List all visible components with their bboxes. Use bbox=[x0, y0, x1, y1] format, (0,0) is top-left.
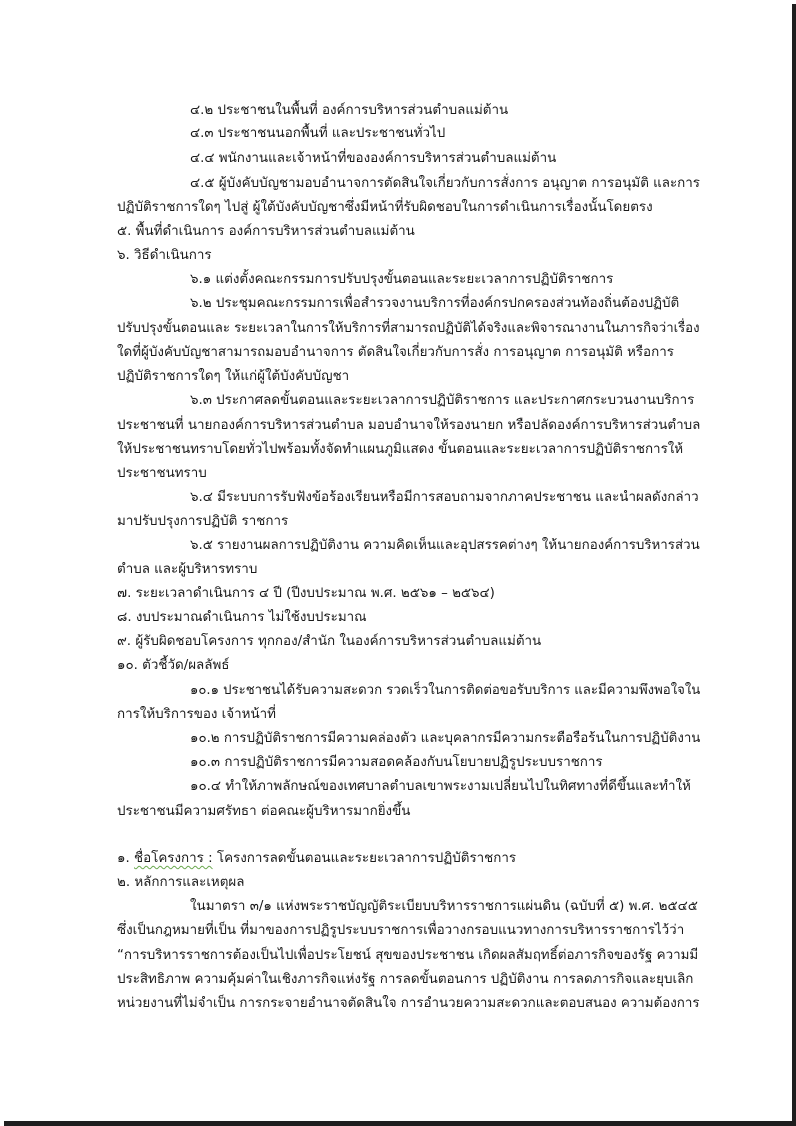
text-line: ปฏิบัติราชการใดๆ ให้แก่ผู้ใต้บังคับบัญชา bbox=[117, 369, 350, 384]
page-shadow-right bbox=[792, 4, 796, 1126]
text-line: ให้ประชาชนทราบโดยทั่วไปพร้อมทั้งจัดทำแผนภูมิแสดง ขั้นตอนและระยะเวลาการปฏิบัติราชการให้ bbox=[117, 442, 684, 457]
text-line: ๖.๓ ประกาศลดขั้นตอนและระยะเวลาการปฏิบัติราชการ และประกาศกระบวนงานบริการ bbox=[190, 393, 695, 408]
text-line: ๖. วิธีดำเนินการ bbox=[117, 248, 212, 263]
text-line: ๔.๕ ผู้บังคับบัญชามอบอำนาจการตัดสินใจเกี่ยวกับการสั่งการ อนุญาต การอนุมัติ และการ bbox=[190, 176, 700, 191]
text-line: ๖.๒ ประชุมคณะกรรมการเพื่อสำรวจงานบริการที่องค์กรปกครองส่วนท้องถิ่นต้องปฏิบัติ bbox=[190, 296, 680, 311]
text-line: ๗. ระยะเวลาดำเนินการ ๔ ปี (ปีงบประมาณ พ.ศ. ๒๕๖๑ – ๒๕๖๔) bbox=[117, 586, 495, 601]
text-line: ๑๐.๓ การปฏิบัติราชการมีความสอดคล้องกับนโยบายปฏิรูประบบราชการ bbox=[190, 755, 603, 770]
text-line: “การบริหารราชการต้องเป็นไปเพื่อประโยชน์ สุขของประชาชน เกิดผลสัมฤทธิ์ต่อภารกิจของรัฐ ความมี bbox=[117, 948, 699, 963]
project-label: ชื่อโครงการ : bbox=[134, 851, 213, 866]
text-line: ซึ่งเป็นกฎหมายที่เป็น ที่มาของการปฏิรูประบบราชการเพื่อวางกรอบแนวทางการบริหารราชการไว้ว่า bbox=[117, 923, 685, 938]
text-line: ๒. หลักการและเหตุผล bbox=[117, 875, 245, 890]
text-line: ประชาชนมีความศรัทธา ต่อคณะผู้บริหารมากยิ่งขึ้น bbox=[117, 804, 411, 819]
text-line: ในมาตรา ๓/๑ แห่งพระราชบัญญัติระเบียบบริหารราชการแผ่นดิน (ฉบับที่ ๕) พ.ศ. ๒๕๔๕ bbox=[190, 899, 698, 914]
text-line: ๑๐.๑ ประชาชนได้รับความสะดวก รวดเร็วในการติดต่อขอรับบริการ และมีความพึงพอใจใน bbox=[190, 683, 701, 698]
text-line: ใดที่ผู้บังคับบัญชาสามารถมอบอำนาจการ ตัดสินใจเกี่ยวกับการสั่ง การอนุญาต การอนุมัติ หรือการ bbox=[117, 345, 674, 360]
text-line: ๔.๓ ประชาชนนอกพื้นที่ และประชาชนทั่วไป bbox=[190, 126, 446, 141]
project-name-line bbox=[117, 848, 516, 870]
text-line: ตำบล และผู้บริหารทราบ bbox=[117, 562, 258, 577]
text-line: ๑๐.๔ ทำให้ภาพลักษณ์ของเทศบาลตำบลเขาพระงามเปลี่ยนไปในทิศทางที่ดีขึ้นและทำให้ bbox=[190, 779, 691, 794]
text-line: ประชาชนทราบ bbox=[117, 466, 207, 481]
project-name: โครงการลดขั้นตอนและระยะเวลาการปฏิบัติราชการ bbox=[212, 851, 517, 866]
text-line: ๔.๔ พนักงานและเจ้าหน้าที่ขององค์การบริหารส่วนตำบลแม่ต้าน bbox=[190, 151, 557, 166]
text-line: ๘. งบประมาณดำเนินการ ไม่ใช้งบประมาณ bbox=[117, 610, 367, 625]
text-line: ๔.๒ ประชาชนในพื้นที่ องค์การบริหารส่วนตำบลแม่ต้าน bbox=[190, 103, 509, 118]
text-line: มาปรับปรุงการปฏิบัติ ราชการ bbox=[117, 514, 289, 529]
text-line: ปฏิบัติราชการใดๆ ไปสู่ ผู้ใต้บังคับบัญชาซึ่งมีหน้าที่รับผิดชอบในการดำเนินการเรื่องนั้นโดยตรง bbox=[117, 200, 653, 215]
text-line: ๖.๔ มีระบบการรับฟังข้อร้องเรียนหรือมีการสอบถามจากภาคประชาชน และนำผลดังกล่าว bbox=[190, 490, 699, 505]
project-number: ๑. bbox=[117, 851, 135, 866]
text-line: ปรับปรุงขั้นตอนและ ระยะเวลาในการให้บริการที่สามารถปฏิบัติได้จริงและพิจารณางานในภารกิจว่าเรื่อง bbox=[117, 321, 700, 336]
text-line: ๖.๕ รายงานผลการปฏิบัติงาน ความคิดเห็นและอุปสรรคต่างๆ ให้นายกองค์การบริหารส่วน bbox=[190, 538, 700, 553]
text-line: ประชาชนที่ นายกองค์การบริหารส่วนตำบล มอบอำนาจให้รองนายก หรือปลัดองค์การบริหารส่วนตำบล bbox=[117, 418, 701, 433]
text-line: ประสิทธิภาพ ความคุ้มค่าในเชิงภารกิจแห่งรัฐ การลดขั้นตอนการ ปฏิบัติงาน การลดภารกิจและยุบเลิก bbox=[117, 972, 694, 987]
text-line: ๑๐.๒ การปฏิบัติราชการมีความคล่องตัว และบุคลากรมีความกระตือรือร้นในการปฏิบัติงาน bbox=[190, 731, 701, 746]
text-line: การให้บริการของ เจ้าหน้าที่ bbox=[117, 707, 276, 722]
text-line: ๑๐. ตัวชี้วัด/ผลลัพธ์ bbox=[117, 658, 230, 673]
text-line: ๕. พื้นที่ดำเนินการ องค์การบริหารส่วนตำบลแม่ต้าน bbox=[117, 224, 415, 239]
text-line: ๙. ผู้รับผิดชอบโครงการ ทุกกอง/สำนัก ในองค์การบริหารส่วนตำบลแม่ต้าน bbox=[117, 634, 542, 649]
text-line: หน่วยงานที่ไม่จำเป็น การกระจายอำนาจตัดสินใจ การอำนวยความสะดวกและตอบสนอง ความต้องการ bbox=[117, 996, 700, 1011]
page-shadow-bottom bbox=[4, 1121, 796, 1126]
text-line: ๖.๑ แต่งตั้งคณะกรรมการปรับปรุงขั้นตอนและระยะเวลาการปฏิบัติราชการ bbox=[190, 272, 614, 287]
